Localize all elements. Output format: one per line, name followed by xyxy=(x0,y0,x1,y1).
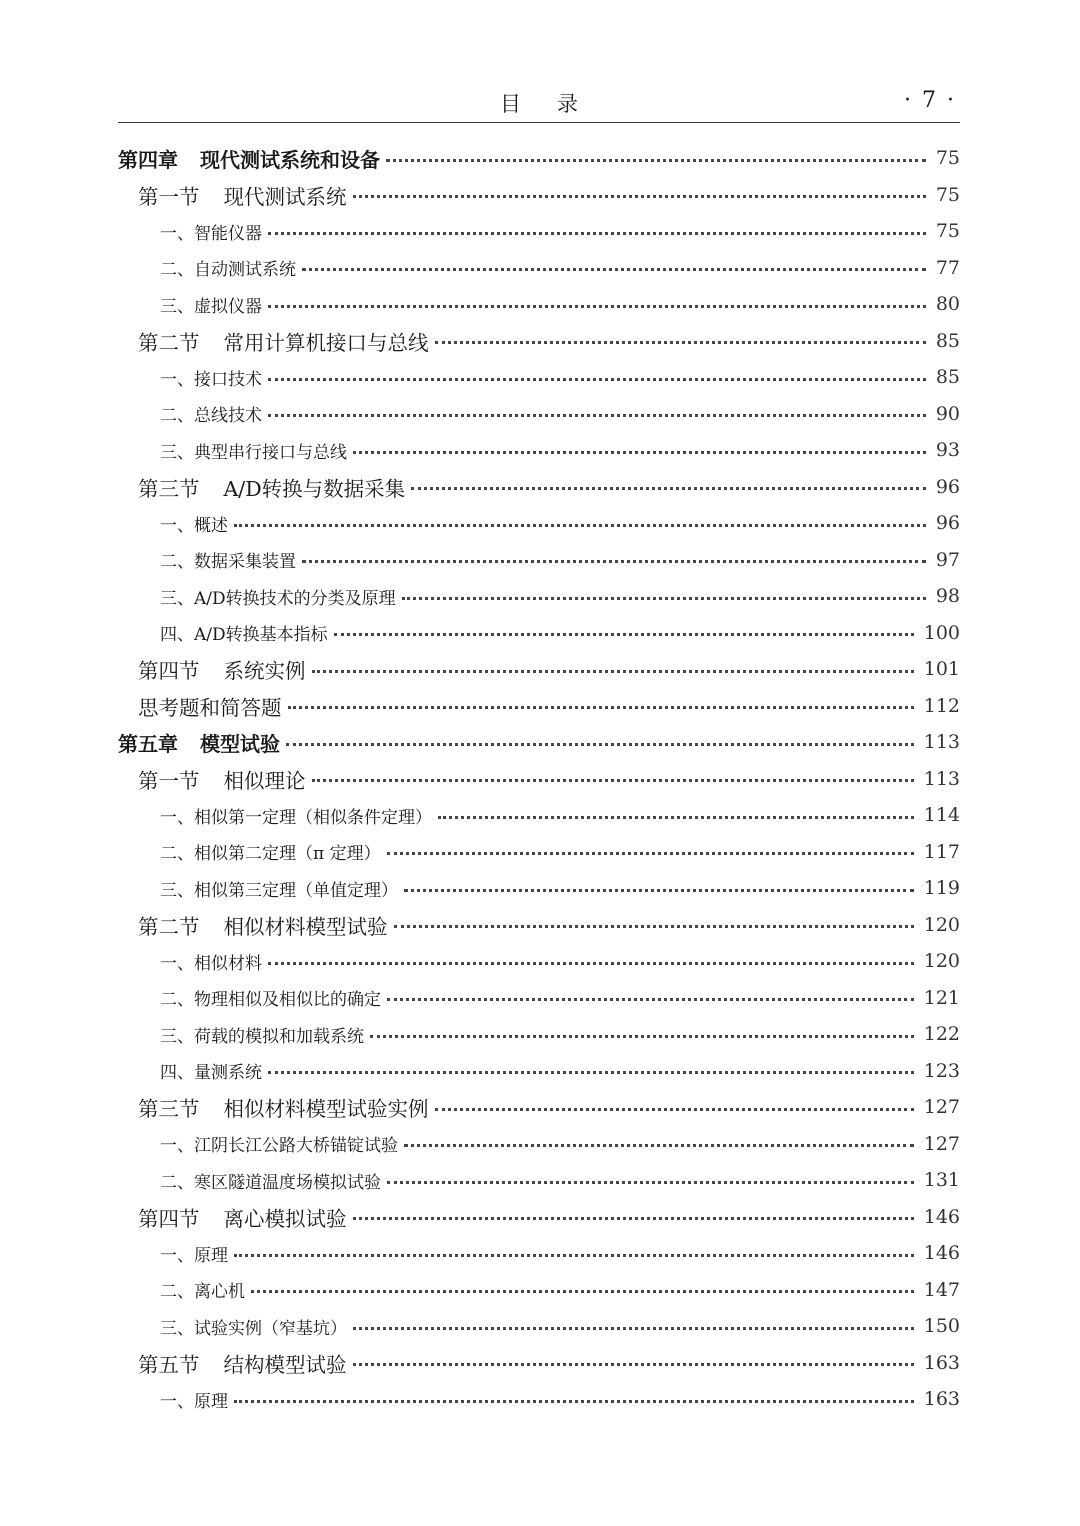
toc-entry-label: 第一节 xyxy=(138,184,200,209)
toc-page-number: 117 xyxy=(923,840,960,863)
toc-subsection-entry[interactable] xyxy=(118,1272,960,1309)
toc-entry-text: 模型试验 xyxy=(200,731,280,756)
toc-page-number: 90 xyxy=(935,402,960,425)
toc-subsection-entry[interactable] xyxy=(118,870,960,907)
toc-entry-text: 三、典型串行接口与总线 xyxy=(160,442,347,463)
toc-entry-text: 二、物理相似及相似比的确定 xyxy=(160,990,381,1011)
toc-page-number: 147 xyxy=(923,1278,960,1301)
toc-page-number: 163 xyxy=(923,1388,960,1411)
toc-section-entry[interactable] xyxy=(118,651,960,688)
toc-entry-title xyxy=(160,1314,347,1339)
dot-leader xyxy=(302,560,926,563)
toc-page-number: 114 xyxy=(923,804,960,827)
toc-entry-title xyxy=(118,728,280,757)
toc-entry-title xyxy=(160,985,381,1010)
toc-entry-text: 一、原理 xyxy=(160,1245,228,1266)
toc-page-number: 146 xyxy=(923,1242,960,1265)
toc-page-number: 112 xyxy=(923,694,960,717)
toc-entry-label: 第二节 xyxy=(138,330,200,355)
toc-section-entry[interactable] xyxy=(118,177,960,214)
toc-entry-text: 现代测试系统和设备 xyxy=(200,147,380,172)
toc-page-number: 121 xyxy=(923,986,960,1009)
toc-entry-title xyxy=(160,1022,364,1047)
toc-subsection-entry[interactable] xyxy=(118,834,960,871)
toc-subsection-entry[interactable] xyxy=(118,1308,960,1345)
toc-entry-title xyxy=(118,144,380,173)
toc-section-entry[interactable] xyxy=(118,1089,960,1126)
dot-leader xyxy=(353,195,926,198)
dot-leader xyxy=(353,1363,914,1366)
toc-page-number: 96 xyxy=(935,512,960,535)
toc-page-number: 150 xyxy=(923,1315,960,1338)
toc-entry-title xyxy=(160,292,262,317)
toc-page-number: 120 xyxy=(923,950,960,973)
toc-page-number: 85 xyxy=(935,366,960,389)
toc-entry-text: 一、原理 xyxy=(160,1391,228,1412)
toc-entry-text: 三、相似第三定理（单值定理） xyxy=(160,880,398,901)
toc-entry-title xyxy=(138,1092,429,1122)
toc-section-entry[interactable] xyxy=(118,469,960,506)
toc-entry-text: 二、自动测试系统 xyxy=(160,260,296,281)
toc-page-number: 113 xyxy=(923,731,960,754)
dot-leader xyxy=(404,1144,914,1147)
toc-subsection-entry[interactable] xyxy=(118,505,960,542)
toc-entry-title xyxy=(160,1168,381,1193)
toc-entry-title xyxy=(160,511,228,536)
toc-subsection-entry[interactable] xyxy=(118,1235,960,1272)
toc-entry-title xyxy=(138,1348,347,1378)
dot-leader xyxy=(312,779,914,782)
toc-page-number: 146 xyxy=(923,1205,960,1228)
page-header xyxy=(118,86,960,123)
toc-entry-title xyxy=(138,326,429,356)
toc-entry-label: 第三节 xyxy=(138,476,200,501)
toc-subsection-entry[interactable] xyxy=(118,1016,960,1053)
toc-subsection-entry[interactable] xyxy=(118,359,960,396)
toc-subsection-entry[interactable] xyxy=(118,1053,960,1090)
toc-entry-title xyxy=(160,401,262,426)
toc-entry-text: 二、寒区隧道温度场模拟试验 xyxy=(160,1172,381,1193)
toc-entry-label: 第四节 xyxy=(138,659,200,684)
dot-leader xyxy=(268,378,926,381)
toc-entry-title xyxy=(138,472,405,502)
toc-subsection-entry[interactable] xyxy=(118,1126,960,1163)
toc-page-number: 127 xyxy=(923,1096,960,1119)
dot-leader xyxy=(402,597,926,600)
toc-entry-text: 现代测试系统 xyxy=(223,184,347,209)
toc-entry-title xyxy=(160,949,262,974)
toc-entry-text: 三、虚拟仪器 xyxy=(160,296,262,317)
toc-entry-title xyxy=(160,1277,245,1302)
dot-leader xyxy=(438,816,914,819)
dot-leader xyxy=(394,925,914,928)
toc-entry-title xyxy=(138,180,347,210)
dot-leader xyxy=(234,1400,914,1403)
dot-leader xyxy=(268,232,926,235)
toc-entry-text: 一、江阴长江公路大桥锚锭试验 xyxy=(160,1136,398,1157)
toc-entry-label: 第四节 xyxy=(138,1206,200,1231)
toc-subsection-entry[interactable] xyxy=(118,797,960,834)
toc-entry-title xyxy=(138,1202,347,1232)
toc-entry-text: 二、相似第二定理（π 定理） xyxy=(160,844,381,865)
toc-entry-title xyxy=(160,620,328,645)
toc-entry-title xyxy=(160,1241,228,1266)
toc-page-number: 93 xyxy=(935,439,960,462)
table-of-contents xyxy=(118,140,960,1418)
dot-leader xyxy=(251,1290,914,1293)
toc-section-entry[interactable] xyxy=(118,1345,960,1382)
dot-leader xyxy=(288,706,914,709)
toc-page-number: 113 xyxy=(923,767,960,790)
toc-entry-text: 思考题和简答题 xyxy=(138,695,282,720)
dot-leader xyxy=(353,1327,914,1330)
dot-leader xyxy=(387,1181,914,1184)
toc-subsection-entry[interactable] xyxy=(118,213,960,250)
dot-leader xyxy=(411,487,926,490)
toc-entry-text: 二、数据采集装置 xyxy=(160,552,296,573)
toc-page-number: 131 xyxy=(923,1169,960,1192)
toc-page-number: 119 xyxy=(923,877,960,900)
toc-entry-label: 第五章 xyxy=(118,731,178,756)
toc-page-number: 75 xyxy=(935,183,960,206)
toc-entry-label: 第四章 xyxy=(118,147,178,172)
toc-page-number: 97 xyxy=(935,548,960,571)
toc-subsection-entry[interactable] xyxy=(118,432,960,469)
toc-section-entry[interactable] xyxy=(118,1199,960,1236)
dot-leader xyxy=(286,743,914,746)
toc-entry-text: 四、量测系统 xyxy=(160,1063,262,1084)
dot-leader xyxy=(302,268,926,271)
toc-page-number: 101 xyxy=(923,658,960,681)
toc-page-number: 163 xyxy=(923,1351,960,1374)
toc-page-number: 120 xyxy=(923,913,960,936)
toc-entry-text: 常用计算机接口与总线 xyxy=(223,330,429,355)
toc-entry-title xyxy=(160,255,296,280)
dot-leader xyxy=(234,1254,914,1257)
page-number: · 7 · xyxy=(904,88,956,113)
toc-page-number: 80 xyxy=(935,293,960,316)
toc-subsection-entry[interactable] xyxy=(118,250,960,287)
dot-leader xyxy=(268,962,914,965)
toc-entry-title xyxy=(138,764,306,794)
toc-entry-text: 相似材料模型试验 xyxy=(223,914,388,939)
dot-leader xyxy=(386,159,926,162)
toc-entry-label: 第三节 xyxy=(138,1097,200,1122)
toc-subsection-entry[interactable] xyxy=(118,615,960,652)
toc-entry-text: 一、概述 xyxy=(160,515,228,536)
toc-entry-text: 一、相似第一定理（相似条件定理） xyxy=(160,807,432,828)
toc-entry-text: 三、A/D转换技术的分类及原理 xyxy=(160,588,396,609)
toc-entry-text: 二、总线技术 xyxy=(160,406,262,427)
toc-entry-title xyxy=(160,1387,228,1412)
toc-subsection-entry[interactable] xyxy=(118,1162,960,1199)
dot-leader xyxy=(404,889,914,892)
toc-subsection-entry[interactable] xyxy=(118,286,960,323)
toc-entry-title xyxy=(160,547,296,572)
toc-entry-title xyxy=(160,584,396,609)
toc-entry-label: 第二节 xyxy=(138,914,200,939)
toc-page-number: 100 xyxy=(923,621,960,644)
toc-subsection-entry[interactable] xyxy=(118,980,960,1017)
toc-page-number: 75 xyxy=(935,147,960,170)
toc-section-entry[interactable] xyxy=(118,761,960,798)
toc-entry-text: 三、荷载的模拟和加载系统 xyxy=(160,1026,364,1047)
toc-section-entry[interactable] xyxy=(118,907,960,944)
dot-leader xyxy=(334,633,914,636)
dot-leader xyxy=(387,998,914,1001)
toc-entry-title xyxy=(160,365,262,390)
toc-entry-text: 相似材料模型试验实例 xyxy=(223,1097,429,1122)
toc-entry-text: 系统实例 xyxy=(223,659,306,684)
dot-leader xyxy=(234,524,926,527)
toc-entry-title xyxy=(138,691,282,721)
toc-entry-title xyxy=(138,654,306,684)
toc-entry-title xyxy=(160,876,398,901)
toc-entry-text: 相似理论 xyxy=(223,768,306,793)
toc-subsection-entry[interactable] xyxy=(118,1381,960,1418)
toc-page-number: 77 xyxy=(935,256,960,279)
toc-entry-label: 第一节 xyxy=(138,768,200,793)
toc-page-number: 96 xyxy=(935,475,960,498)
toc-section-entry[interactable] xyxy=(118,688,960,725)
toc-subsection-entry[interactable] xyxy=(118,396,960,433)
dot-leader xyxy=(387,852,914,855)
toc-entry-text: 一、智能仪器 xyxy=(160,223,262,244)
toc-entry-label: 第五节 xyxy=(138,1352,200,1377)
toc-chapter-entry[interactable] xyxy=(118,724,960,761)
dot-leader xyxy=(268,414,926,417)
dot-leader xyxy=(370,1035,914,1038)
toc-entry-title xyxy=(160,803,432,828)
toc-subsection-entry[interactable] xyxy=(118,943,960,980)
toc-entry-text: 四、A/D转换基本指标 xyxy=(160,625,328,646)
toc-page-number: 122 xyxy=(923,1023,960,1046)
toc-entry-text: 一、相似材料 xyxy=(160,953,262,974)
dot-leader xyxy=(312,670,914,673)
toc-subsection-entry[interactable] xyxy=(118,578,960,615)
toc-entry-text: 一、接口技术 xyxy=(160,369,262,390)
toc-page-number: 98 xyxy=(935,585,960,608)
dot-leader xyxy=(268,305,926,308)
toc-page-number: 85 xyxy=(935,329,960,352)
toc-entry-text: A/D转换与数据采集 xyxy=(223,476,406,501)
toc-entry-text: 离心模拟试验 xyxy=(223,1206,347,1231)
toc-page-number: 127 xyxy=(923,1132,960,1155)
toc-entry-title xyxy=(160,438,347,463)
toc-entry-text: 结构模型试验 xyxy=(223,1352,347,1377)
toc-section-entry[interactable] xyxy=(118,323,960,360)
dot-leader xyxy=(435,1108,914,1111)
dot-leader xyxy=(435,341,926,344)
dot-leader xyxy=(353,451,926,454)
page-title: 目录 xyxy=(500,92,614,116)
dot-leader xyxy=(353,1217,914,1220)
toc-entry-title xyxy=(160,839,381,864)
toc-page-number: 75 xyxy=(935,220,960,243)
toc-entry-text: 三、试验实例（窄基坑） xyxy=(160,1318,347,1339)
toc-entry-text: 二、离心机 xyxy=(160,1282,245,1303)
dot-leader xyxy=(268,1071,914,1074)
toc-subsection-entry[interactable] xyxy=(118,542,960,579)
toc-entry-title xyxy=(138,910,388,940)
toc-page-number: 123 xyxy=(923,1059,960,1082)
toc-entry-title xyxy=(160,219,262,244)
toc-entry-title xyxy=(160,1131,398,1156)
toc-entry-title xyxy=(160,1058,262,1083)
toc-chapter-entry[interactable] xyxy=(118,140,960,177)
